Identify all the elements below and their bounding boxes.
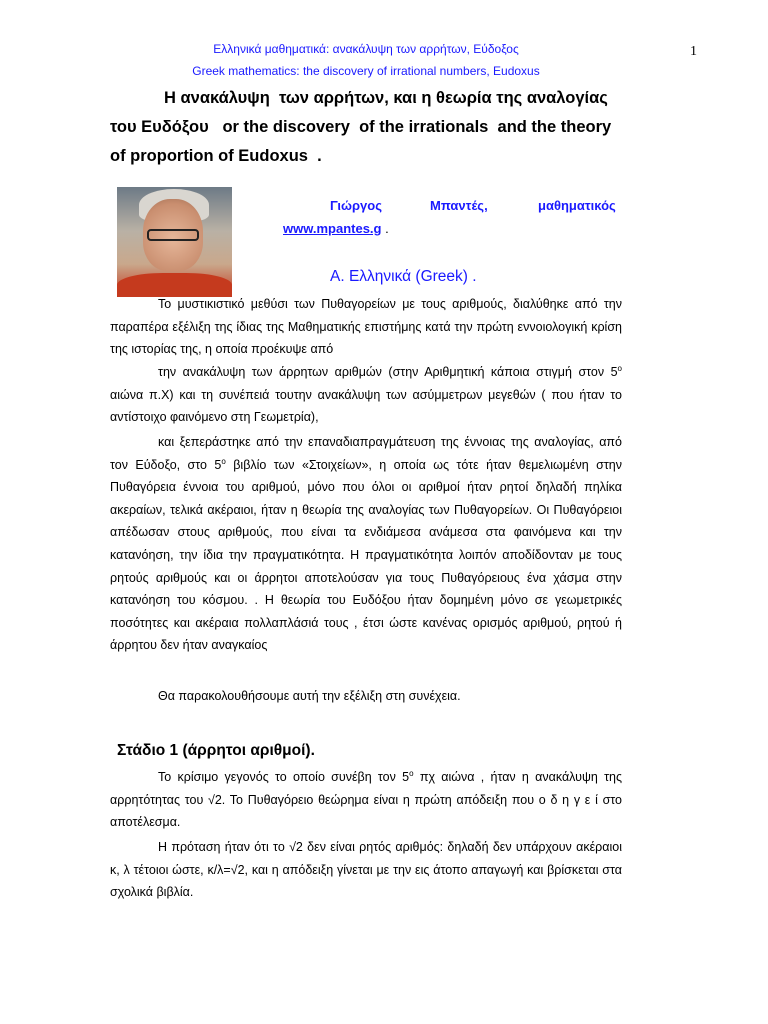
- paragraph-1b: την ανακάλυψη των άρρητων αριθμών (στην Αριθμητική κάποια στιγμή στον $5^o$ αιώνα π.Χ) και τη συνέπειά τουτην ανακάλυψη των ασύμμετρων μεγεθών ( που ήταν το αντίστοιχο φαινόμενο στη Γεωμετρία),: [110, 363, 622, 425]
- paragraph-1: Το μυστικιστικό μεθύσι των Πυθαγορείων με τους αριθμούς, διαλύθηκε από την παραπέρα εξέλιξη της ίδιας της Μαθηματικής επιστήμης κατά την πρώτη εννοιολογική κρίση της ιστορίας της, η οποία προέκυψε από: [110, 297, 622, 357]
- stage-1-paragraph-1: Το κρίσιμο γεγονός το οποίο συνέβη τον $5^o$ πχ αιώνα , ήταν η ανακάλυψη της αρρητότητας του √2. Το Πυθαγόρειο θεώρημα είναι η πρώτη απόδειξη που ο δ η γ ε ί στο αποτέλεσμα.: [110, 768, 622, 830]
- header-greek: Ελληνικά μαθηματικά: ανακάλυψη των αρρήτων, Εύδοξος: [213, 42, 519, 56]
- author-first-name: Γιώργος: [330, 198, 382, 213]
- author-title: μαθηματικός: [538, 198, 616, 213]
- author-photo: [117, 187, 232, 297]
- section-a-heading: Α. Ελληνικά (Greek) .: [330, 268, 477, 285]
- title-line-3: of proportion of Eudoxus .: [110, 147, 322, 165]
- page-number: 1: [690, 44, 697, 59]
- stage-1-heading: Στάδιο 1 (άρρητοι αριθμοί).: [117, 742, 315, 759]
- author-url-link[interactable]: www.mpantes.g: [283, 221, 382, 236]
- paragraph-2: και ξεπεράστηκε από την επαναδιαπραγμάτευση της έννοιας της αναλογίας, από τον Εύδοξο, στο $5^o$ βιβλίο των «Στοιχείων», η οποία ως τότε ήταν θεμελιωμένη στην Πυθαγόρεια έννοια του αριθμού, μόνο που όλοι οι αριθμοί ήταν ρητοί δηλαδή πηλίκα ακεραίων, τελικά ακέραιοι, ήταν η θεωρία της αναλογίας των Πυθαγορείων. Οι Πυθαγόρειοι απέδωσαν στους αριθμούς, που είναι τα ενδιάμεσα ανάμεσα στα φαινόμενα και την κατανόηση, την ίδια την πραγματικότητα. Η πραγματικότητα λοιπόν αποδίδονταν με τους ρητούς αριθμούς και οι άρρητοι αποτελούσαν για τους Πυθαγόρειους ένα χάσμα στην κατανόηση του κόσμου. . Η θεωρία του Ευδόξου ήταν δομημένη μόνο σε γεωμετρικές ποσότητες και ακέραια πολλαπλάσιά τους , έτσι ώστε κανένας ορισμός αριθμού, ρητού ή άρρητου δεν ήταν αναγκαίος: [110, 435, 623, 653]
- author-url-line: www.mpantes.g .: [283, 221, 389, 236]
- paragraph-3: Θα παρακολουθήσουμε αυτή την εξέλιξη στη συνέχεια.: [158, 689, 461, 703]
- title-line-1: Η ανακάλυψη των αρρήτων, και η θεωρία της αναλογίας: [164, 89, 608, 107]
- title-line-2: του Ευδόξου or the discovery of the irrationals and the theory: [110, 118, 612, 136]
- stage-1-paragraph-2: Η πρόταση ήταν ότι το √2 δεν είναι ρητός αριθμός: δηλαδή δεν υπάρχουν ακέραιοι κ, λ τέτοιοι ώστε, κ/λ=√2, και η απόδειξη γίνεται με την εις άτοπο απαγωγή και βρίσκεται στα σχολικά βιβλία.: [110, 840, 622, 900]
- header-english: Greek mathematics: the discovery of irrational numbers, Eudoxus: [192, 64, 540, 78]
- author-last-name: Μπαντές,: [430, 198, 488, 213]
